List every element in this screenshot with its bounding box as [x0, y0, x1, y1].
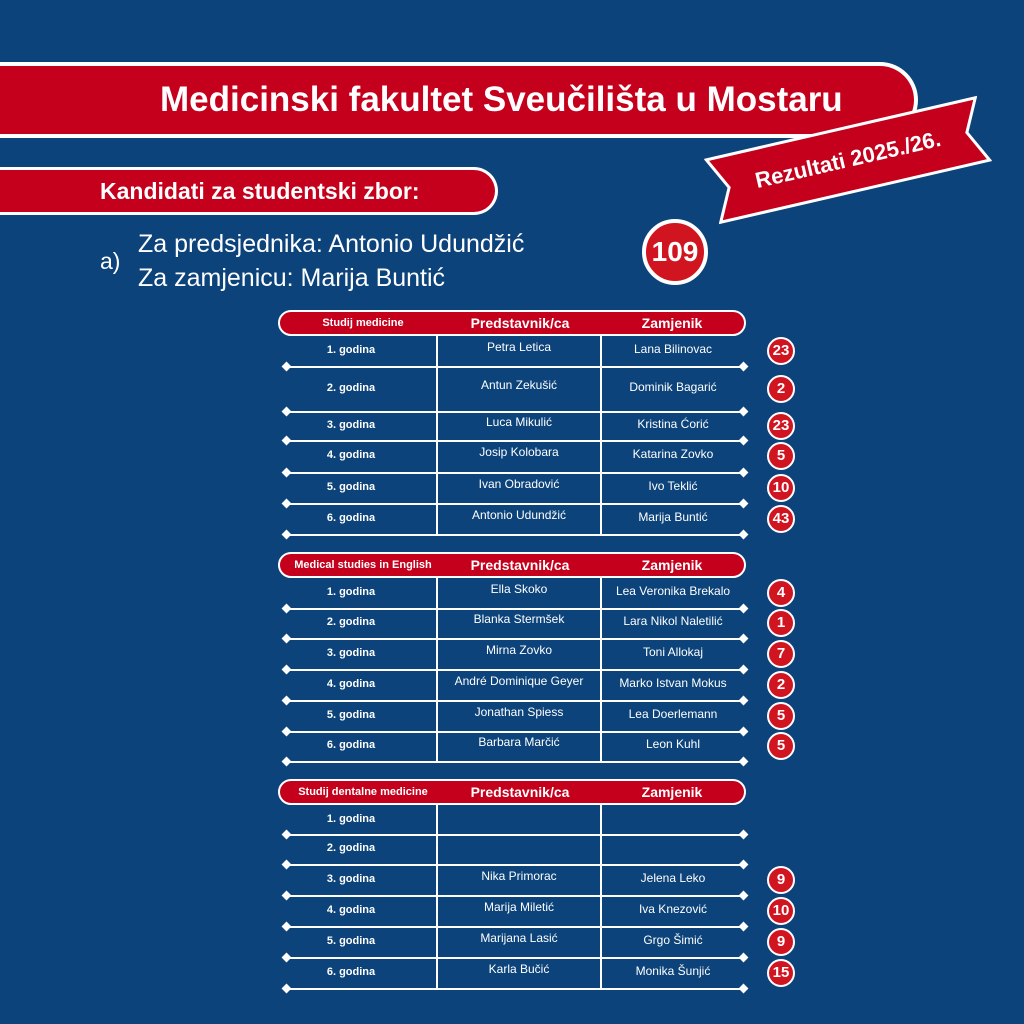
year-label: 4. godina [326, 677, 376, 690]
vote-count-badge: 10 [767, 474, 795, 502]
column-header-deputy: Zamjenik [641, 315, 703, 331]
deputy-name: Marija Buntić [638, 509, 708, 524]
row-divider [286, 700, 744, 702]
year-label: 5. godina [326, 480, 376, 493]
row-divider [286, 440, 744, 442]
column-header-deputy: Zamjenik [641, 784, 703, 800]
row-divider [286, 895, 744, 897]
row-divider [286, 669, 744, 671]
row-divider [286, 834, 744, 836]
section-title: Medical studies in English [294, 559, 432, 571]
representative-name: Petra Letica [486, 340, 552, 354]
vote-count-badge: 15 [767, 959, 795, 987]
column-divider [436, 578, 438, 761]
column-divider [600, 336, 602, 534]
representative-name: Ella Skoko [490, 582, 548, 596]
vote-count-badge: 2 [767, 671, 795, 699]
vote-count-badge: 43 [767, 505, 795, 533]
representative-name: Blanka Stermšek [473, 612, 565, 626]
representative-name: Antun Zekušić [480, 377, 558, 392]
column-header-representative: Predstavnik/ca [470, 557, 570, 573]
subtitle: Kandidati za studentski zbor: [100, 178, 420, 204]
row-divider [286, 411, 744, 413]
deputy-name: Toni Allokaj [642, 644, 704, 659]
vote-count-badge: 10 [767, 897, 795, 925]
vote-count-badge: 5 [767, 442, 795, 470]
deputy-name: Lea Veronika Brekalo [615, 584, 731, 598]
vote-count-badge: 23 [767, 337, 795, 365]
deputy-name: Leon Kuhl [645, 737, 701, 751]
year-label: 5. godina [326, 708, 376, 721]
row-divider [286, 503, 744, 505]
column-header-representative: Predstavnik/ca [470, 784, 570, 800]
deputy-name: Lana Bilinovac [633, 342, 713, 356]
year-label: 2. godina [326, 381, 376, 394]
section-header [278, 310, 746, 336]
representative-name: Barbara Marčić [478, 735, 560, 749]
year-label: 1. godina [326, 344, 376, 356]
year-label: 2. godina [326, 616, 376, 628]
column-divider [436, 336, 438, 534]
deputy-name: Jelena Leko [640, 870, 706, 885]
column-divider [600, 805, 602, 988]
vote-count-badge: 5 [767, 702, 795, 730]
results-label: Rezultati 2025./26. [752, 126, 944, 194]
section-title: Studij dentalne medicine [298, 786, 428, 798]
year-label: 6. godina [326, 965, 376, 978]
vote-count-badge: 23 [767, 412, 795, 440]
deputy-name: Ivo Teklić [648, 478, 698, 493]
representative-name: André Dominique Geyer [454, 673, 584, 688]
vote-count-badge: 9 [767, 928, 795, 956]
section-header [278, 552, 746, 578]
year-label: 1. godina [326, 586, 376, 598]
year-label: 4. godina [326, 449, 376, 461]
column-header-deputy: Zamjenik [641, 557, 703, 573]
vice-president-candidate: Za zamjenicu: Marija Buntić [138, 264, 446, 292]
representative-name: Karla Bučić [488, 961, 550, 976]
row-divider [286, 731, 744, 733]
representative-name: Antonio Udundžić [471, 507, 567, 522]
row-divider [286, 988, 744, 990]
year-label: 1. godina [326, 812, 376, 825]
vote-count-badge: 1 [767, 609, 795, 637]
deputy-name: Marko Istvan Mokus [619, 675, 727, 690]
row-divider [286, 608, 744, 610]
vote-count-badge: 9 [767, 866, 795, 894]
vote-count-badge: 5 [767, 732, 795, 760]
representative-name: Marija Miletić [483, 899, 554, 914]
deputy-name: Kristina Ćorić [637, 416, 709, 431]
total-votes-badge: 109 [642, 219, 708, 285]
representative-name: Jonathan Spiess [474, 704, 564, 719]
deputy-name: Dominik Bagarić [629, 379, 717, 394]
representative-name: Josip Kolobara [479, 445, 559, 459]
row-divider [286, 534, 744, 536]
deputy-name: Lara Nikol Naletilić [623, 614, 723, 628]
section-title: Studij medicine [322, 317, 404, 329]
year-label: 3. godina [326, 872, 376, 885]
vote-count-badge: 2 [767, 375, 795, 403]
year-label: 6. godina [326, 739, 376, 751]
year-label: 3. godina [326, 418, 376, 431]
representative-name: Nika Primorac [481, 868, 557, 883]
row-divider [286, 366, 744, 368]
row-divider [286, 864, 744, 866]
candidate-letter: a) [100, 248, 121, 274]
representative-name: Ivan Obradović [478, 476, 560, 491]
column-divider [600, 578, 602, 761]
column-header-representative: Predstavnik/ca [470, 315, 570, 331]
president-candidate: Za predsjednika: Antonio Udundžić [138, 230, 525, 258]
deputy-name: Katarina Zovko [632, 447, 714, 461]
row-divider [286, 926, 744, 928]
deputy-name: Lea Doerlemann [628, 706, 718, 721]
row-divider [286, 472, 744, 474]
year-label: 4. godina [326, 903, 376, 916]
year-label: 5. godina [326, 934, 376, 947]
deputy-name: Grgo Šimić [643, 932, 703, 947]
row-divider [286, 638, 744, 640]
year-label: 2. godina [326, 842, 376, 854]
vote-count-badge: 7 [767, 640, 795, 668]
year-label: 3. godina [326, 646, 376, 659]
year-label: 6. godina [326, 511, 376, 524]
row-divider [286, 957, 744, 959]
section-header [278, 779, 746, 805]
representative-name: Mirna Zovko [485, 642, 553, 657]
page-title: Medicinski fakultet Sveučilišta u Mostaru [160, 80, 843, 119]
representative-name: Luca Mikulić [485, 414, 553, 429]
deputy-name: Iva Knezović [638, 901, 708, 916]
representative-name: Marijana Lasić [480, 930, 558, 945]
vote-count-badge: 4 [767, 579, 795, 607]
deputy-name: Monika Šunjić [635, 963, 711, 978]
row-divider [286, 761, 744, 763]
